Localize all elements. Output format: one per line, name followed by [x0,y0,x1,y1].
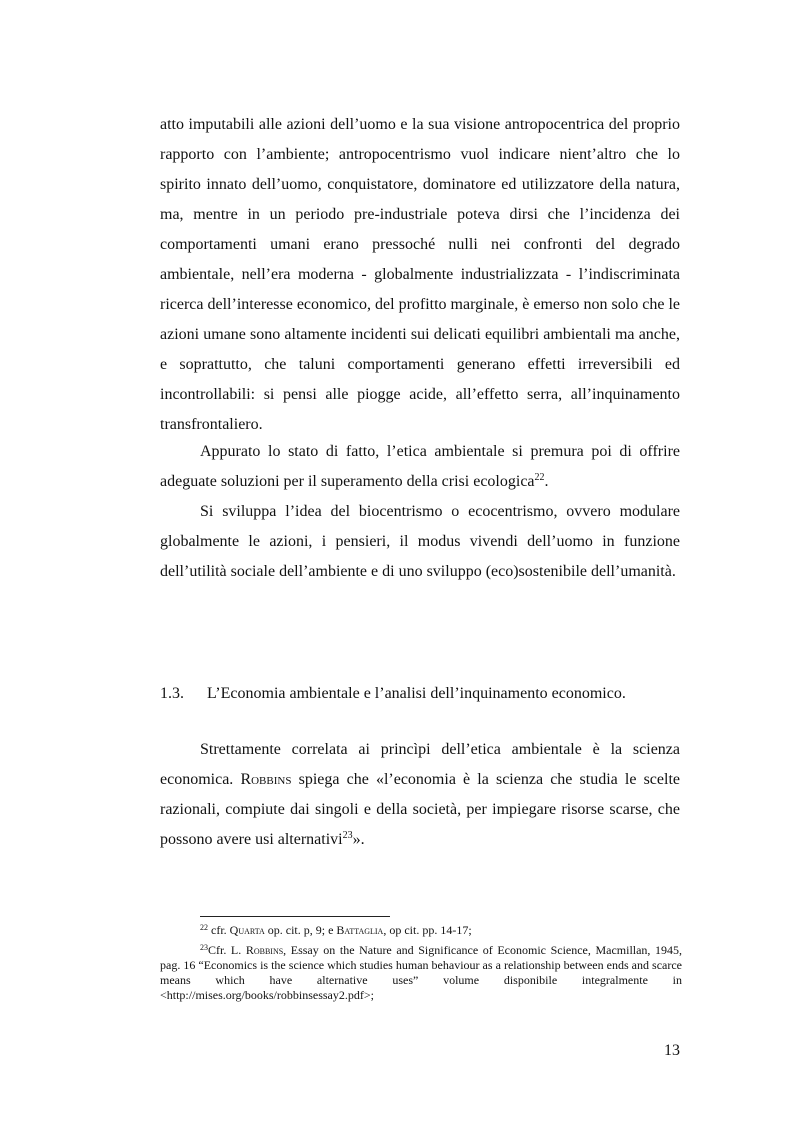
footnote-ref-23[interactable]: 23 [342,830,353,841]
section-number: 1.3. [160,685,184,702]
footnote-text: op. cit. p, 9; e [267,923,334,937]
paragraph-environmental-ethics [160,437,680,497]
footnote-text: , Essay on the Nature and Significance of Economic Science, Macmillan, 1945, pag. 16 “Economics is the science which studies human behaviour as a relationship between ends and scarce means which have alternative uses” volume disponibile integralmente in <http://mises.org/books/robbinsessay2.pdf>; [160,943,683,1002]
paragraph-anthropocentrism: atto imputabili alle azioni dell’uomo e la sua visione antropocentrica del proprio rapporto con l’ambiente; antropocentrismo vuol indicare nient’altro che lo spirito innato dell’uomo, conquistatore, dominatore ed utilizzatore della natura, ma, mentre in un periodo pre-industriale poteva dirsi che l’incidenza dei comportamenti umani erano pressoché nulli nei confronti del degrado ambientale, nell’era moderna - globalmente industrializzata - l’indiscriminata ricerca dell’interesse economico, del profitto marginale, è emerso non solo che le azioni umane sono altamente incidenti sui delicati equilibri ambientali ma anche, e soprattutto, che taluni comportamenti generano effetti irreversibili ed incontrollabili: si pensi alle piogge acide, all’effetto serra, all’inquinamento transfrontaliero. [160,116,680,433]
footnote-number: 23 [200,943,208,952]
footnote-divider [200,916,390,917]
footnote-text: Cfr. L. [208,943,242,957]
footnotes [160,923,682,1008]
author-name: Battaglia [336,923,384,937]
author-name: Robbins [240,771,292,788]
author-name: Quarta [229,923,265,937]
paragraph-text: Appurato lo stato di fatto, l’etica ambientale si premura poi di offrire adeguate soluzioni per il superamento della crisi ecologica [160,443,680,490]
footnote-text: , op cit. pp. 14-17; [383,923,472,937]
footnote-ref-22[interactable]: 22 [534,472,545,483]
section-heading [160,679,680,709]
footnote-text: cfr. [211,923,227,937]
paragraph-text: Strettamente correlata ai princìpi dell’etica ambientale è la scienza economica. [160,741,680,788]
footnote-number: 22 [200,923,208,932]
page-number: 13 [664,1042,680,1059]
paragraph-economics [160,735,680,855]
section-title: L’Economia ambientale e l’analisi dell’inquinamento economico. [207,685,626,702]
footnote-22 [160,923,682,938]
author-name: Robbins [245,943,284,957]
paragraph-biocentrism: Si sviluppa l’idea del biocentrismo o ecocentrismo, ovvero modulare globalmente le azioni, i pensieri, il modus vivendi dell’uomo in funzione dell’utilità sociale dell’ambiente e di uno sviluppo (eco)sostenibile dell’umanità. [160,503,680,580]
paragraph-punctuation: . [544,473,549,490]
paragraph-punctuation: ». [352,831,365,848]
paragraph-text: spiega che «l’economia è la scienza che studia le scelte razionali, compiute dai singoli e della società, per impiegare risorse scarse, che possono avere usi alternativi [160,771,680,848]
footnote-23 [160,943,682,1003]
